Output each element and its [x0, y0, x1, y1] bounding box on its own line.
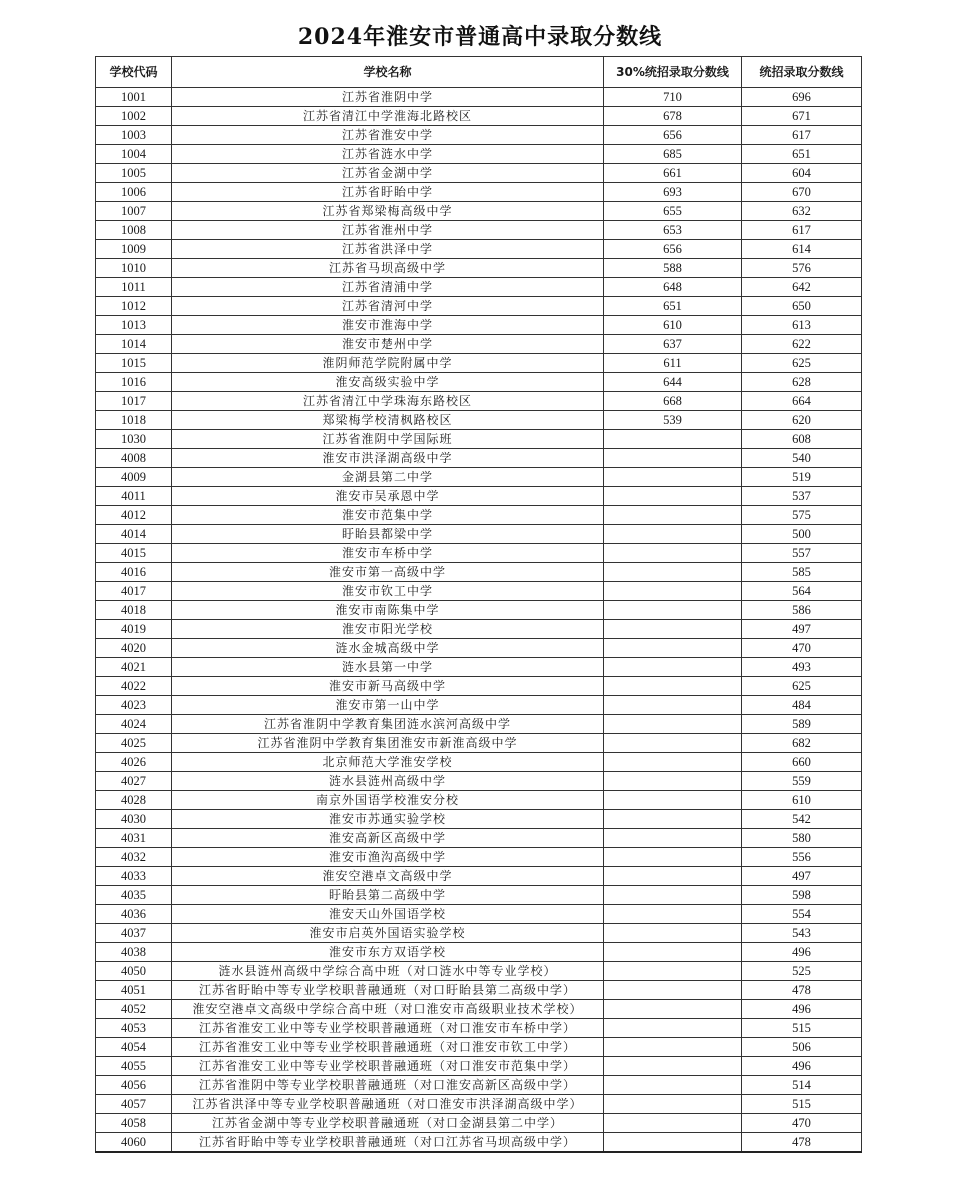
- score-30pct-cell: [604, 601, 742, 620]
- table-row: [96, 810, 862, 829]
- score-cell: 625: [742, 354, 862, 373]
- score-30pct-cell: [604, 772, 742, 791]
- score-30pct-cell: [604, 658, 742, 677]
- school-name-cell: 江苏省洪泽中等专业学校职普融通班（对口淮安市洪泽湖高级中学）: [172, 1095, 604, 1114]
- table-row: [96, 259, 862, 278]
- table-row: [96, 240, 862, 259]
- page-title: 2024年淮安市普通高中录取分数线: [297, 24, 663, 50]
- score-30pct-cell: 648: [604, 278, 742, 297]
- school-code-cell: 1002: [96, 107, 172, 126]
- score-30pct-cell: [604, 430, 742, 449]
- school-name-cell: 涟水县涟州高级中学: [172, 772, 604, 791]
- school-code-cell: 4032: [96, 848, 172, 867]
- school-name-cell: 淮安市钦工中学: [172, 582, 604, 601]
- score-cell: 650: [742, 297, 862, 316]
- school-code-cell: 1001: [96, 88, 172, 107]
- school-code-cell: 1003: [96, 126, 172, 145]
- table-row: [96, 1038, 862, 1057]
- school-name-cell: 郑梁梅学校清枫路校区: [172, 411, 604, 430]
- school-name-cell: 淮安市范集中学: [172, 506, 604, 525]
- table-body: [96, 88, 862, 1153]
- school-code-cell: 4050: [96, 962, 172, 981]
- table-row: [96, 88, 862, 107]
- school-code-cell: 4014: [96, 525, 172, 544]
- school-name-cell: 北京师范大学淮安学校: [172, 753, 604, 772]
- score-30pct-cell: [604, 1076, 742, 1095]
- score-30pct-cell: [604, 525, 742, 544]
- school-name-cell: 南京外国语学校淮安分校: [172, 791, 604, 810]
- school-name-cell: 淮阴师范学院附属中学: [172, 354, 604, 373]
- school-code-cell: 1018: [96, 411, 172, 430]
- score-cell: 497: [742, 620, 862, 639]
- table-row: [96, 696, 862, 715]
- school-name-cell: 江苏省盱眙中等专业学校职普融通班（对口盱眙县第二高级中学）: [172, 981, 604, 1000]
- table-row: [96, 1114, 862, 1133]
- school-code-cell: 4058: [96, 1114, 172, 1133]
- school-name-cell: 淮安市车桥中学: [172, 544, 604, 563]
- school-code-cell: 4021: [96, 658, 172, 677]
- score-30pct-cell: [604, 449, 742, 468]
- table-row: [96, 620, 862, 639]
- score-cell: 585: [742, 563, 862, 582]
- school-name-cell: 淮安市启英外国语实验学校: [172, 924, 604, 943]
- table-row: [96, 221, 862, 240]
- score-cell: 537: [742, 487, 862, 506]
- school-code-cell: 1014: [96, 335, 172, 354]
- score-30pct-cell: [604, 620, 742, 639]
- table-row: [96, 753, 862, 772]
- score-cell: 586: [742, 601, 862, 620]
- table-row: [96, 373, 862, 392]
- table-row: [96, 1076, 862, 1095]
- score-30pct-cell: [604, 1057, 742, 1076]
- school-code-cell: 4017: [96, 582, 172, 601]
- score-30pct-cell: 661: [604, 164, 742, 183]
- score-30pct-cell: [604, 1114, 742, 1133]
- school-code-cell: 4055: [96, 1057, 172, 1076]
- score-cell: 515: [742, 1019, 862, 1038]
- school-code-cell: 4060: [96, 1133, 172, 1153]
- score-cell: 514: [742, 1076, 862, 1095]
- school-code-cell: 4026: [96, 753, 172, 772]
- score-cell: 580: [742, 829, 862, 848]
- school-code-cell: 1006: [96, 183, 172, 202]
- school-code-cell: 1010: [96, 259, 172, 278]
- score-30pct-cell: [604, 1019, 742, 1038]
- school-name-cell: 江苏省淮阴中等专业学校职普融通班（对口淮安高新区高级中学）: [172, 1076, 604, 1095]
- school-code-cell: 4025: [96, 734, 172, 753]
- score-30pct-cell: 539: [604, 411, 742, 430]
- table-row: [96, 1019, 862, 1038]
- score-30pct-cell: [604, 753, 742, 772]
- school-code-cell: 4023: [96, 696, 172, 715]
- table-row: [96, 715, 862, 734]
- school-name-cell: 江苏省洪泽中学: [172, 240, 604, 259]
- school-code-cell: 1016: [96, 373, 172, 392]
- school-name-cell: 江苏省金湖中学: [172, 164, 604, 183]
- table-row: [96, 829, 862, 848]
- table-row: [96, 544, 862, 563]
- table-row: [96, 449, 862, 468]
- score-30pct-cell: [604, 867, 742, 886]
- score-30pct-cell: [604, 1000, 742, 1019]
- score-cell: 617: [742, 126, 862, 145]
- score-30pct-cell: [604, 810, 742, 829]
- score-30pct-cell: [604, 639, 742, 658]
- score-30pct-cell: 655: [604, 202, 742, 221]
- school-name-cell: 淮安市渔沟高级中学: [172, 848, 604, 867]
- school-name-cell: 江苏省淮安中学: [172, 126, 604, 145]
- score-30pct-cell: 610: [604, 316, 742, 335]
- score-cell: 660: [742, 753, 862, 772]
- school-name-cell: 淮安市东方双语学校: [172, 943, 604, 962]
- school-name-cell: 涟水县第一中学: [172, 658, 604, 677]
- score-cell: 613: [742, 316, 862, 335]
- school-code-cell: 4033: [96, 867, 172, 886]
- score-cell: 470: [742, 639, 862, 658]
- table-row: [96, 886, 862, 905]
- table-row: [96, 1057, 862, 1076]
- school-name-cell: 江苏省涟水中学: [172, 145, 604, 164]
- table-row: [96, 468, 862, 487]
- score-cell: 604: [742, 164, 862, 183]
- table-row: [96, 848, 862, 867]
- school-name-cell: 淮安市楚州中学: [172, 335, 604, 354]
- score-cell: 575: [742, 506, 862, 525]
- table-row: [96, 563, 862, 582]
- school-code-cell: 4020: [96, 639, 172, 658]
- score-30pct-cell: [604, 943, 742, 962]
- school-name-cell: 江苏省清河中学: [172, 297, 604, 316]
- school-code-cell: 4008: [96, 449, 172, 468]
- score-30pct-cell: [604, 886, 742, 905]
- score-cell: 515: [742, 1095, 862, 1114]
- score-cell: 614: [742, 240, 862, 259]
- score-30pct-cell: [604, 924, 742, 943]
- table-row: [96, 430, 862, 449]
- score-cell: 557: [742, 544, 862, 563]
- school-code-cell: 4015: [96, 544, 172, 563]
- score-cell: 496: [742, 943, 862, 962]
- table-row: [96, 487, 862, 506]
- school-code-cell: 1007: [96, 202, 172, 221]
- table-row: [96, 354, 862, 373]
- school-name-cell: 淮安市洪泽湖高级中学: [172, 449, 604, 468]
- table-row: [96, 1133, 862, 1153]
- score-cell: 564: [742, 582, 862, 601]
- score-cell: 642: [742, 278, 862, 297]
- header-30pct-score: 30%统招录取分数线: [604, 57, 742, 88]
- table-row: [96, 126, 862, 145]
- school-name-cell: 淮安市吴承恩中学: [172, 487, 604, 506]
- school-code-cell: 4011: [96, 487, 172, 506]
- school-name-cell: 江苏省清江中学淮海北路校区: [172, 107, 604, 126]
- score-cell: 620: [742, 411, 862, 430]
- score-cell: 525: [742, 962, 862, 981]
- score-30pct-cell: 668: [604, 392, 742, 411]
- score-cell: 493: [742, 658, 862, 677]
- school-name-cell: 淮安市苏通实验学校: [172, 810, 604, 829]
- table-row: [96, 335, 862, 354]
- table-row: [96, 943, 862, 962]
- school-name-cell: 淮安高级实验中学: [172, 373, 604, 392]
- school-name-cell: 江苏省淮阴中学国际班: [172, 430, 604, 449]
- school-code-cell: 4035: [96, 886, 172, 905]
- table-row: [96, 962, 862, 981]
- school-name-cell: 淮安市新马高级中学: [172, 677, 604, 696]
- school-name-cell: 淮安高新区高级中学: [172, 829, 604, 848]
- score-cell: 670: [742, 183, 862, 202]
- school-name-cell: 江苏省清浦中学: [172, 278, 604, 297]
- school-code-cell: 1017: [96, 392, 172, 411]
- score-cell: 608: [742, 430, 862, 449]
- score-cell: 478: [742, 1133, 862, 1153]
- score-cell: 542: [742, 810, 862, 829]
- school-name-cell: 江苏省淮州中学: [172, 221, 604, 240]
- table-row: [96, 791, 862, 810]
- table-row: [96, 734, 862, 753]
- score-cell: 576: [742, 259, 862, 278]
- school-code-cell: 4022: [96, 677, 172, 696]
- score-30pct-cell: [604, 677, 742, 696]
- table-row: [96, 981, 862, 1000]
- score-30pct-cell: [604, 1038, 742, 1057]
- score-cell: 478: [742, 981, 862, 1000]
- table-row: [96, 278, 862, 297]
- score-30pct-cell: 653: [604, 221, 742, 240]
- score-30pct-cell: [604, 962, 742, 981]
- school-code-cell: 4024: [96, 715, 172, 734]
- score-30pct-cell: [604, 487, 742, 506]
- score-30pct-cell: [604, 715, 742, 734]
- school-code-cell: 4053: [96, 1019, 172, 1038]
- score-cell: 496: [742, 1057, 862, 1076]
- table-row: [96, 658, 862, 677]
- score-30pct-cell: [604, 829, 742, 848]
- score-30pct-cell: 693: [604, 183, 742, 202]
- score-cell: 682: [742, 734, 862, 753]
- score-30pct-cell: [604, 468, 742, 487]
- score-30pct-cell: [604, 734, 742, 753]
- table-row: [96, 1000, 862, 1019]
- school-code-cell: 1009: [96, 240, 172, 259]
- score-cell: 589: [742, 715, 862, 734]
- score-cell: 622: [742, 335, 862, 354]
- score-cell: 556: [742, 848, 862, 867]
- school-code-cell: 4028: [96, 791, 172, 810]
- table-row: [96, 392, 862, 411]
- score-cell: 496: [742, 1000, 862, 1019]
- score-30pct-cell: 685: [604, 145, 742, 164]
- score-30pct-cell: 588: [604, 259, 742, 278]
- school-code-cell: 4052: [96, 1000, 172, 1019]
- score-30pct-cell: [604, 791, 742, 810]
- score-30pct-cell: [604, 981, 742, 1000]
- school-code-cell: 1011: [96, 278, 172, 297]
- score-cell: 484: [742, 696, 862, 715]
- school-name-cell: 涟水县涟州高级中学综合高中班（对口涟水中等专业学校）: [172, 962, 604, 981]
- school-code-cell: 4054: [96, 1038, 172, 1057]
- score-30pct-cell: 651: [604, 297, 742, 316]
- school-name-cell: 淮安市第一高级中学: [172, 563, 604, 582]
- header-school-name: 学校名称: [172, 57, 604, 88]
- school-name-cell: 涟水金城高级中学: [172, 639, 604, 658]
- table-row: [96, 107, 862, 126]
- score-cell: 610: [742, 791, 862, 810]
- header-school-code: 学校代码: [96, 57, 172, 88]
- school-name-cell: 江苏省淮安工业中等专业学校职普融通班（对口淮安市范集中学）: [172, 1057, 604, 1076]
- school-code-cell: 4051: [96, 981, 172, 1000]
- score-30pct-cell: 611: [604, 354, 742, 373]
- score-cell: 696: [742, 88, 862, 107]
- score-cell: 543: [742, 924, 862, 943]
- table-row: [96, 297, 862, 316]
- school-code-cell: 1015: [96, 354, 172, 373]
- score-30pct-cell: [604, 544, 742, 563]
- table-row: [96, 1095, 862, 1114]
- school-name-cell: 盱眙县第二高级中学: [172, 886, 604, 905]
- table-row: [96, 164, 862, 183]
- score-30pct-cell: [604, 696, 742, 715]
- score-30pct-cell: 644: [604, 373, 742, 392]
- score-cell: 617: [742, 221, 862, 240]
- table-header-row: [96, 57, 862, 88]
- school-code-cell: 4027: [96, 772, 172, 791]
- score-30pct-cell: 678: [604, 107, 742, 126]
- school-code-cell: 1012: [96, 297, 172, 316]
- school-code-cell: 4019: [96, 620, 172, 639]
- header-score: 统招录取分数线: [742, 57, 862, 88]
- school-code-cell: 4038: [96, 943, 172, 962]
- school-name-cell: 江苏省盱眙中等专业学校职普融通班（对口江苏省马坝高级中学）: [172, 1133, 604, 1153]
- table-row: [96, 202, 862, 221]
- table-row: [96, 582, 862, 601]
- table-row: [96, 639, 862, 658]
- school-name-cell: 江苏省清江中学珠海东路校区: [172, 392, 604, 411]
- score-30pct-cell: [604, 905, 742, 924]
- score-30pct-cell: 637: [604, 335, 742, 354]
- school-name-cell: 淮安空港卓文高级中学综合高中班（对口淮安市高级职业技术学校）: [172, 1000, 604, 1019]
- score-cell: 664: [742, 392, 862, 411]
- table-row: [96, 525, 862, 544]
- school-code-cell: 1030: [96, 430, 172, 449]
- school-code-cell: 4031: [96, 829, 172, 848]
- score-cell: 671: [742, 107, 862, 126]
- school-code-cell: 4018: [96, 601, 172, 620]
- school-code-cell: 4036: [96, 905, 172, 924]
- school-name-cell: 江苏省郑梁梅高级中学: [172, 202, 604, 221]
- school-code-cell: 4016: [96, 563, 172, 582]
- score-30pct-cell: [604, 1095, 742, 1114]
- table-row: [96, 601, 862, 620]
- score-cell: 506: [742, 1038, 862, 1057]
- table-row: [96, 677, 862, 696]
- school-code-cell: 4057: [96, 1095, 172, 1114]
- score-30pct-cell: [604, 1133, 742, 1153]
- score-cell: 554: [742, 905, 862, 924]
- score-cell: 598: [742, 886, 862, 905]
- table-row: [96, 905, 862, 924]
- score-cell: 625: [742, 677, 862, 696]
- table-row: [96, 867, 862, 886]
- school-name-cell: 江苏省淮阴中学: [172, 88, 604, 107]
- school-code-cell: 4012: [96, 506, 172, 525]
- school-code-cell: 4009: [96, 468, 172, 487]
- school-name-cell: 江苏省马坝高级中学: [172, 259, 604, 278]
- school-name-cell: 江苏省淮阴中学教育集团涟水滨河高级中学: [172, 715, 604, 734]
- score-30pct-cell: [604, 506, 742, 525]
- score-cell: 540: [742, 449, 862, 468]
- score-cell: 632: [742, 202, 862, 221]
- school-code-cell: 4030: [96, 810, 172, 829]
- score-cell: 470: [742, 1114, 862, 1133]
- score-cell: 559: [742, 772, 862, 791]
- table-row: [96, 772, 862, 791]
- table-row: [96, 506, 862, 525]
- school-code-cell: 1004: [96, 145, 172, 164]
- school-name-cell: 江苏省淮阴中学教育集团淮安市新淮高级中学: [172, 734, 604, 753]
- school-name-cell: 江苏省盱眙中学: [172, 183, 604, 202]
- score-30pct-cell: 656: [604, 126, 742, 145]
- table-row: [96, 316, 862, 335]
- table-row: [96, 411, 862, 430]
- school-name-cell: 淮安市阳光学校: [172, 620, 604, 639]
- table-row: [96, 183, 862, 202]
- score-cell: 519: [742, 468, 862, 487]
- school-name-cell: 盱眙县都梁中学: [172, 525, 604, 544]
- score-30pct-cell: [604, 582, 742, 601]
- school-name-cell: 江苏省淮安工业中等专业学校职普融通班（对口淮安市钦工中学）: [172, 1038, 604, 1057]
- score-30pct-cell: [604, 563, 742, 582]
- school-name-cell: 淮安空港卓文高级中学: [172, 867, 604, 886]
- admission-score-table: [95, 56, 862, 1153]
- school-code-cell: 4056: [96, 1076, 172, 1095]
- school-code-cell: 4037: [96, 924, 172, 943]
- score-cell: 500: [742, 525, 862, 544]
- score-30pct-cell: [604, 848, 742, 867]
- table-row: [96, 145, 862, 164]
- school-name-cell: 淮安市第一山中学: [172, 696, 604, 715]
- score-30pct-cell: 656: [604, 240, 742, 259]
- score-cell: 497: [742, 867, 862, 886]
- school-name-cell: 江苏省金湖中等专业学校职普融通班（对口金湖县第二中学）: [172, 1114, 604, 1133]
- score-cell: 628: [742, 373, 862, 392]
- school-name-cell: 淮安市南陈集中学: [172, 601, 604, 620]
- score-30pct-cell: 710: [604, 88, 742, 107]
- table-row: [96, 924, 862, 943]
- school-name-cell: 金湖县第二中学: [172, 468, 604, 487]
- school-code-cell: 1005: [96, 164, 172, 183]
- school-code-cell: 1008: [96, 221, 172, 240]
- school-name-cell: 江苏省淮安工业中等专业学校职普融通班（对口淮安市车桥中学）: [172, 1019, 604, 1038]
- school-name-cell: 淮安市淮海中学: [172, 316, 604, 335]
- school-name-cell: 淮安天山外国语学校: [172, 905, 604, 924]
- score-cell: 651: [742, 145, 862, 164]
- school-code-cell: 1013: [96, 316, 172, 335]
